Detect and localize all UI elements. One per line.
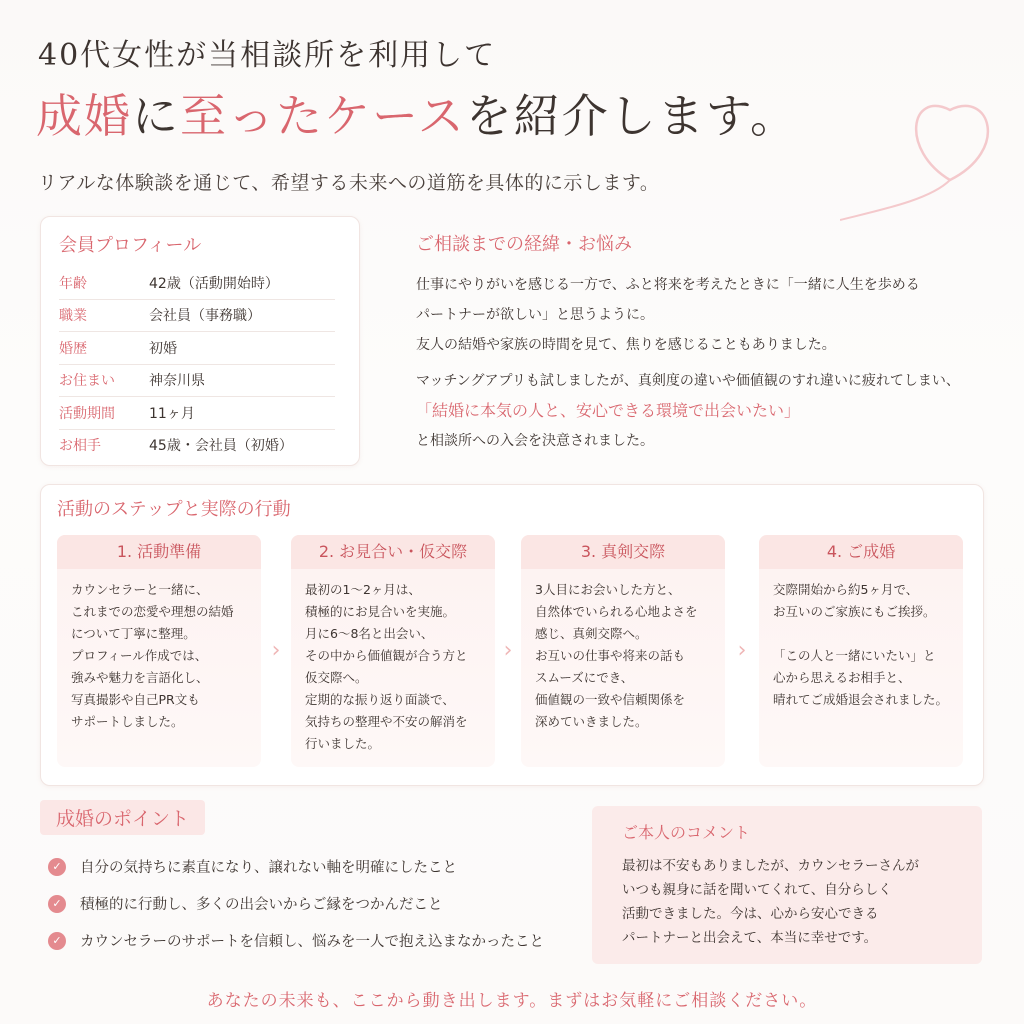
title-segment: 成婚 [36, 89, 132, 143]
background-heading: ご相談までの経緯・お悩み [416, 234, 632, 255]
step-line: プロフィール作成では、 [71, 648, 208, 663]
profile-table [59, 267, 335, 461]
step-line: 行いました。 [305, 736, 381, 751]
step-line: 仮交際へ。 [305, 670, 368, 685]
profile-key: お住まい [59, 373, 115, 390]
step-line: 交際開始から約5ヶ月で、 [773, 582, 919, 597]
chevron-right-icon: › [737, 638, 747, 663]
title-line1: 40代女性が当相談所を利用して [38, 38, 497, 73]
step-line: 3人目にお会いした方と、 [535, 582, 681, 597]
comment-heading: ご本人のコメント [622, 823, 751, 842]
step-line: 晴れてご成婚退会されました。 [773, 692, 949, 707]
step-line: について丁寧に整理。 [71, 626, 196, 641]
step-line: 定期的な振り返り面談で、 [305, 692, 455, 707]
chevron-right-icon: › [503, 638, 513, 663]
step-line: 月に6〜8名と出会い、 [305, 626, 434, 641]
step-title: 4. ご成婚 [759, 535, 963, 569]
step-line: 写真撮影や自己PR文も [71, 692, 200, 707]
step-line: お互いのご家族にもご挨拶。 [773, 604, 936, 619]
profile-value: 初婚 [149, 340, 177, 357]
heart-outline-icon [840, 70, 1024, 230]
background-body [416, 270, 1016, 456]
background-line: 「結婚に本気の人と、安心できる環境で出会いたい」 [416, 401, 801, 420]
step-line: スムーズにでき、 [535, 670, 634, 685]
step-line: 最初の1〜2ヶ月は、 [305, 582, 421, 597]
step-line: 深めていきました。 [535, 714, 648, 729]
check-circle-icon: ✓ [48, 895, 66, 913]
comment-line: いつも親身に話を聞いてくれて、自分らしく [622, 882, 892, 898]
profile-key: 活動期間 [59, 405, 115, 422]
step-line: お互いの仕事や将来の話も [535, 648, 686, 663]
step-card [291, 535, 495, 767]
step-card [57, 535, 261, 767]
point-text: 自分の気持ちに素直になり、譲れない軸を明確にしたこと [80, 860, 457, 876]
background-line: マッチングアプリも試しましたが、真剣度の違いや価値観のすれ違いに疲れてしまい、 [416, 373, 960, 389]
step-body [57, 569, 261, 743]
profile-key: お相手 [59, 438, 101, 455]
profile-value: 42歳（活動開始時） [149, 275, 279, 292]
footer-cta: あなたの未来も、ここから動き出します。まずはお気軽にご相談ください。 [206, 991, 818, 1011]
profile-key: 婚歴 [59, 340, 87, 357]
step-line: 価値観の一致や信頼関係を [535, 692, 686, 707]
step-title: 3. 真剣交際 [521, 535, 725, 569]
point-item [48, 848, 588, 885]
point-text: 積極的に行動し、多くの出会いからご縁をつかんだこと [80, 897, 443, 913]
step-line: 自然体でいられる心地よさを [535, 604, 698, 619]
point-text: カウンセラーのサポートを信頼し、悩みを一人で抱え込まなかったこと [80, 934, 544, 950]
title-segment: 至ったケース [180, 89, 466, 143]
step-body [521, 569, 725, 743]
step-card [521, 535, 725, 767]
comment-line: 活動できました。今は、心から安心できる [622, 906, 879, 922]
point-item [48, 922, 588, 959]
comment-line: パートナーと出会えて、本当に幸せです。 [622, 930, 878, 946]
title-segment: を紹介します。 [465, 89, 799, 143]
step-body [759, 569, 963, 721]
step-card [759, 535, 963, 767]
profile-row [59, 332, 335, 365]
check-circle-icon: ✓ [48, 932, 66, 950]
profile-value: 神奈川県 [149, 373, 205, 390]
step-line: 感じ、真剣交際へ。 [535, 626, 648, 641]
step-title: 1. 活動準備 [57, 535, 261, 569]
step-line: 心から思えるお相手と、 [773, 670, 911, 685]
step-line: その中から価値観が合う方と [305, 648, 468, 663]
profile-card [40, 216, 360, 466]
point-item [48, 885, 588, 922]
comment-card [592, 806, 982, 964]
step-line: 気持ちの整理や不安の解消を [305, 714, 468, 729]
profile-row [59, 397, 335, 430]
profile-key: 年齢 [59, 275, 87, 292]
step-line: サポートしました。 [71, 714, 184, 729]
step-line: カウンセラーと一緒に、 [71, 582, 209, 597]
profile-row [59, 365, 335, 398]
points-heading: 成婚のポイント [40, 800, 205, 835]
step-line: これまでの恋愛や理想の結婚 [71, 604, 234, 619]
profile-key: 職業 [59, 308, 87, 325]
subtitle: リアルな体験談を通じて、希望する未来への道筋を具体的に示します。 [38, 172, 660, 194]
steps-card [40, 484, 984, 786]
step-line [773, 623, 949, 645]
step-line: 積極的にお見合いを実施。 [305, 604, 456, 619]
steps-heading: 活動のステップと実際の行動 [57, 499, 291, 520]
step-title: 2. お見合い・仮交際 [291, 535, 495, 569]
step-line: 「この人と一緒にいたい」と [773, 648, 936, 663]
page-title [36, 86, 798, 146]
profile-value: 11ヶ月 [149, 405, 195, 422]
check-circle-icon: ✓ [48, 858, 66, 876]
comment-line: 最初は不安もありましたが、カウンセラーさんが [622, 858, 919, 874]
profile-row [59, 430, 335, 462]
profile-value: 45歳・会社員（初婚） [149, 438, 293, 455]
profile-value: 会社員（事務職） [149, 308, 261, 325]
step-body [291, 569, 495, 765]
profile-row [59, 300, 335, 333]
step-line: 強みや魅力を言語化し、 [71, 670, 209, 685]
chevron-right-icon: › [271, 638, 281, 663]
comment-body [622, 854, 919, 950]
profile-row [59, 267, 335, 300]
points-list [48, 848, 588, 959]
background-line: と相談所への入会を決意されました。 [416, 433, 654, 449]
background-line: 仕事にやりがいを感じる一方で、ふと将来を考えたときに「一緒に人生を歩める [416, 277, 920, 293]
background-line: パートナーが欲しい」と思うように。 [416, 307, 654, 323]
background-line: 友人の結婚や家族の時間を見て、焦りを感じることもありました。 [416, 337, 836, 353]
title-segment: に [132, 89, 180, 143]
profile-heading: 会員プロフィール [59, 235, 202, 256]
